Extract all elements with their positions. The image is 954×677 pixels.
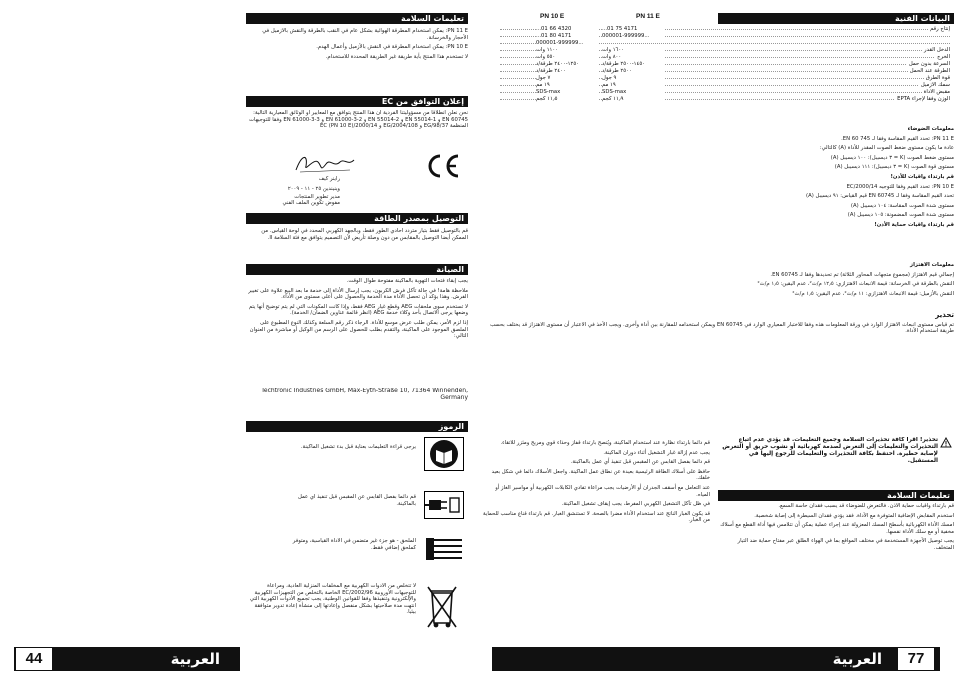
spec-value-pn10: ...01 66 4320	[536, 26, 598, 33]
spec-label: الدخل القدر	[924, 47, 950, 53]
col-header-pn10: PN 10 E	[540, 13, 565, 20]
section-header-maintenance: الصيانة	[246, 264, 468, 275]
spec-value-pn10: ٥٥٠ وات	[536, 54, 598, 61]
spec-row	[500, 68, 950, 75]
safety-items-col1	[718, 503, 954, 605]
spec-value-pn10: ١١٠٠ وات	[536, 47, 598, 54]
noise-line: تحدد القيم المقاسة وفقا لـ EN 60745 قيم القياس: ٩١ ديسيبل (A)	[806, 193, 954, 200]
spec-value-pn11: ١٩ مم	[602, 82, 664, 89]
noise-line: قم بارتداء واقيات حماية الأذن!	[874, 221, 954, 228]
spec-value-pn10: ١١٫٥ كجم	[536, 96, 598, 103]
spec-label: سمك الأزميل	[920, 82, 950, 88]
spec-value-pn11: ١٦٠٠ وات	[602, 47, 664, 54]
noise-line: PN 11 E: تحدد القيم المقاسة وفقا لـ EN 60 745.	[841, 135, 954, 142]
spec-value-pn11: SDS-max	[602, 89, 664, 96]
spec-value-pn10: ١٩ مم	[536, 82, 598, 89]
safety-item: قم دائما بارتداء نظارة عند استخدام الماكينة، ويُنصح بارتداء قفاز وحذاء قوي ومريح ومئزر للاتقاء.	[500, 440, 710, 446]
ec-text: نحن نعلن انطلاقا من مسؤوليتنا الفردية أن هذا المنتج يتوافق مع المعايير أو الوثائق المعيارية التالية: EN 60745 و EN 55014-1 و EN 55014-2 و EN 61000-3-2 و EN 61000-3-3 وفقا للتوجيهات المنظمة 98/37/EG و 2004/108/EG و 2000/14/EC (PN 10 E)	[248, 110, 468, 130]
section-header-ec: إعلان التوافق من EC	[246, 96, 468, 107]
spec-row	[500, 61, 950, 68]
weee-bin-icon	[424, 583, 460, 631]
page-number: 77	[898, 648, 934, 670]
section-header-safety-instructions: تعليمات السلامة	[718, 490, 954, 501]
unplug-icon	[424, 491, 464, 519]
signer-name: راينر كيف	[318, 176, 340, 182]
ce-mark-icon	[425, 153, 461, 179]
spec-value-pn11: ١٤٥٠-٢٥٠٠ طرقة/د	[602, 61, 664, 68]
spec-value-pn10: ٧ جول	[536, 75, 598, 82]
specs-table	[482, 24, 954, 126]
vibration-line: إجمالي قيم الاهتزاز (مجموع متجهات المحاور الثلاثة) تم تحديدها وفقا لـ EN 60745.	[770, 271, 954, 278]
spec-value-pn10: SDS-max	[536, 89, 598, 96]
maintenance-paragraph: يجب إبقاء فتحات التهوية بالماكينة مفتوحة طوال الوقت.	[346, 278, 468, 284]
page-77	[482, 0, 954, 677]
safety-item: حافظ على أسلاك الطاقة الرئيسية بعيدة عن نطاق عمل الماكينة. واجعل الأسلاك دائما في شكل بعيد خلفك.	[491, 468, 710, 482]
safety-item: قم دائما بفصل القابس عن المقبس قبل تنفيذ أي عمل بالماكينة.	[570, 459, 710, 466]
symbol-unplug-text: قم دائما بفصل القابس عن المقبس قبل تنفيذ أي عمل بالماكينة.	[297, 494, 416, 507]
noise-title: معلومات الضوضاء	[907, 126, 954, 132]
spec-value-pn11: 000001-999999...	[602, 33, 664, 40]
spec-value-pn11: ١١٫٩ كجم	[602, 96, 664, 103]
noise-line: مستوى قوة الصوت (K = ٣ ديسيبل): ١١١ ديسيبل (A)	[834, 164, 954, 171]
spec-row	[500, 89, 950, 96]
spec-value-pn11: ٨٠٠ وات	[602, 54, 664, 61]
safety-item: امسك الأداة الكهربائية بأسطح المسك المعزولة عند إجراء عملية يمكن أن تتلامس فيها أداة القطع مع أسلاك مخفية أو مع سلك الأداة نفسها.	[720, 522, 954, 535]
col-header-pn11: PN 11 E	[636, 13, 660, 20]
manufacturer-address: Techtronic Industries GmbH, Max-Eyth-Straße 10, 71364 Winnenden, Germany	[261, 388, 468, 401]
section-header-specs: البيانات الفنية	[718, 13, 954, 24]
maintenance-text	[246, 278, 468, 388]
section-header-power: التوصيل بمصدر الطاقة	[246, 213, 468, 224]
spec-row	[500, 26, 950, 33]
page-44	[0, 0, 472, 677]
vibration-title: معلومات الاهتزاز	[910, 262, 954, 268]
read-manual-icon	[424, 437, 464, 471]
safety-warning-text: تحذير! اقرأ كافة تحذيرات السلامة وجميع التعليمات. قد يؤدي عدم اتباع التحذيرات والتعليمات إلى التعرض لصدمة كهربائية أو نشوب حريق أو التعرض لإصابة خطيرة. احتفظ بكافة التحذيرات والتعليمات للرجوع إليها في المستقبل.	[722, 437, 938, 464]
safety-item: استخدم المقابض الإضافية المتوفرة مع الأداة. فقد يؤدي فقدان السيطرة إلى إصابة شخصية.	[754, 512, 954, 519]
spec-value-pn10: ١٢٥٠-٢٤٠٠ طرقة/د	[536, 61, 598, 68]
symbol-accessory-text: الملحق - هو جزء غير متضمن في الأداة القياسية، ومتوفر كملحق إضافي فقط.	[292, 538, 416, 551]
spec-label: الخرج	[937, 54, 950, 60]
maintenance-paragraph: إذا لزم الأمر، يمكن طلب عرض موسع للأداة. الرجاء ذكر رقم السلعة وكذلك النوع المطبوع على الملصق الموجود على الماكينة، والتقدم بطلب للحصول على الرسم من الوكيل أو مباشرة من العنوان التالي:	[249, 319, 468, 340]
safety-items-col2	[482, 440, 710, 605]
spec-label: الوزن وفقا لإجراء EPTA	[897, 96, 950, 102]
spec-value-pn10: ...01 80 4171	[536, 33, 598, 40]
safety-item: عند التعامل مع أسقف الجدران أو الأرضيات يجب مراعاة تفادي الكابلات الكهربية أو مواسير الغاز أو المياه.	[495, 484, 710, 498]
noise-line: عادة ما يكون مستوى ضغط الصوت المقدر للأداة (A) كالتالي:	[819, 145, 954, 152]
power-text: قم بالتوصيل فقط بتيار متردد أحادي الطور فقط، وبالجهد الكهربي المحدد في لوحة القياس. من الممكن أيضا التوصيل بالمقابس من دون وصلة تأريض لأن التصميم يتوافق مع فئة السلامة II.	[261, 228, 468, 241]
noise-line: مستوى ضغط الصوت (K = ٣ ديسيبل): ١٠٠ ديسيبل (A)	[830, 154, 954, 161]
noise-line: مستوى شدة الصوت المقاسة: ١٠٤ ديسيبل (A)	[850, 202, 954, 209]
spec-label: مقبض الأداة	[923, 89, 950, 95]
maintenance-paragraph: ملاحظة هامة! في حالة تآكل فرش الكربون، يجب إرسال الأداة إلى خدمة ما بعد البيع علاوة على تغيير الفرش. وهذا يؤكد أن تحصل الأداة مدة الخدمة والحصول على أعلى مستوى من الأداء.	[248, 287, 468, 301]
accessory-icon	[424, 534, 464, 564]
spec-value-pn11: ٩ جول	[602, 75, 664, 82]
safety-paragraph: PN 10 E: يمكن استخدام المطرقة في النقش بالأزميل وأعمال الهدم.	[316, 44, 468, 51]
spec-label: إنتاج رقم	[930, 26, 950, 32]
spec-row	[500, 54, 950, 61]
page-number: 44	[16, 648, 52, 670]
spec-row	[500, 82, 950, 89]
section-header-symbols: الرموز	[246, 421, 468, 432]
safety-item: في ظل تآكل التشغيل الكهربي المفرط، يجب إيقاف تشغيل الماكينة.	[561, 501, 710, 508]
safety-text	[246, 28, 468, 78]
spec-label: السرعة بدون حمل	[908, 61, 950, 67]
warning-title: تحذير	[935, 312, 954, 319]
safety-item: يجب عدم إزالة غبار التشغيل أثناء دوران الماكينة.	[603, 449, 710, 456]
spec-row	[500, 47, 950, 54]
warning-text: تم قياس مستوى انبعاث الاهتزاز الوارد في ورقة المعلومات هذه وفقا للاختبار المعياري الوارد في EN 60745 ويمكن استخدامه للمقارنة بين أداة وأخرى. ويجب الأخذ في الاعتبار أن مستوى الاهتزاز قد يختلف بحسب طريقة استخدام الأداة.	[489, 321, 954, 335]
safety-paragraph: لا تستخدم هذا المنتج بأية طريقة غير الطريقة المحددة للاستخدام.	[325, 53, 468, 60]
spec-label: الطرقة عند الحمل	[909, 68, 950, 74]
section-header-safety: تعليمات السلامة	[246, 13, 468, 24]
sign-date: وينيندين ٢٥ - ١١ - ٢٠٠٩	[287, 186, 340, 192]
spec-value-pn10: 000001-999999...	[536, 40, 598, 47]
spec-label: قوة الطرق	[925, 75, 950, 81]
spec-row	[500, 96, 950, 103]
footer-language: العربية	[170, 650, 220, 668]
safety-item: قم بارتداء واقيات حماية الأذن. فالتعرض للضوضاء قد يسبب فقدان حاسة السمع.	[778, 503, 954, 509]
safety-item: يجب توصيل الأجهزة المستخدمة في مختلف المواقع بما في الهواء الطلق عبر مفتاح حماية ضد التيار المتخلف.	[737, 538, 954, 551]
spec-row	[500, 33, 950, 40]
signature-icon	[290, 150, 360, 176]
footer-language: العربية	[832, 650, 882, 668]
warning-triangle-icon	[940, 437, 952, 448]
vibration-section	[482, 262, 954, 310]
warning-section	[482, 312, 954, 430]
safety-item: قد يكون الغبار الناتج عند استخدام الأداة مضرا بالصحة. لا تستنشق الغبار. قم بارتداء قناع مناسب للحماية من الغبار.	[483, 510, 710, 524]
signer-role: مفوض تكوين الملف الفني	[282, 200, 340, 206]
spec-row	[500, 40, 950, 47]
symbol-weee-text: لا تتخلص من الأدوات الكهربية مع المخلفات المنزلية العادية، ومراعاة للتوجيهات الأوروبية 2002/96/EC الخاصة بالتخلص من التجهيزات الكهربية والإلكترونية وتنفيذها وفقا للقوانين الوطنية، يجب تجميع الأدوات الكهربية التي انتهت مدة صلاحيتها بشكل منفصل وإعادتها إلى منشأة إعادة تدوير متوافقة بيئيا.	[249, 583, 416, 616]
spec-value-pn11: ...01 75 4171	[602, 26, 664, 33]
noise-line: PN 10 E: تحدد القيم وفقا للتوجيه 2000/14/EC	[846, 183, 954, 190]
spec-row	[500, 75, 950, 82]
signer-title: مدير تطوير المنتجات	[294, 194, 340, 200]
noise-line: قم بارتداء واقيات للأذن!	[890, 173, 954, 180]
vibration-line: النقش بالأزميل: قيمة الانبعاث الاهتزازي: ١١ م/ث²، عدم اليقين: ١٫٥ م/ث²	[792, 290, 954, 297]
safety-paragraph: PN 11 E: يمكن استخدام المطرقة الهوائية بشكل عام في النقب بالطرقة والنقش بالأزميل في الأحجار والخرسانة.	[262, 28, 468, 41]
spec-value-pn10: ٢٤٠٠ طرقة/د	[536, 68, 598, 75]
noise-section	[482, 126, 954, 258]
maintenance-paragraph: لا تستخدم سوى ملحقات AEG وقطع غيار AEG فقط، وإذا كانت المكونات التي لم يتم توضيح أنها يتم وضعها يرجى الاتصال بأحد وكلاء خدمة AEG (انظر قائمة عناوين الضمان/ الخدمة).	[248, 303, 468, 317]
vibration-line: النقش بالطرقة في الخرسانة: قيمة الانبعاث الاهتزازي: ١٢٫٥ م/ث²، عدم اليقين: ١٫٥ م/ث²	[757, 281, 954, 288]
noise-line: مستوى شدة الصوت المضمونة: ١٠٥ ديسيبل (A)	[847, 212, 954, 219]
spec-value-pn11: ٢٥٠٠ طرقة/د	[602, 68, 664, 75]
symbol-read-manual-text: يرجى قراءة التعليمات بعناية قبل بدء تشغيل الماكينة.	[300, 444, 416, 450]
